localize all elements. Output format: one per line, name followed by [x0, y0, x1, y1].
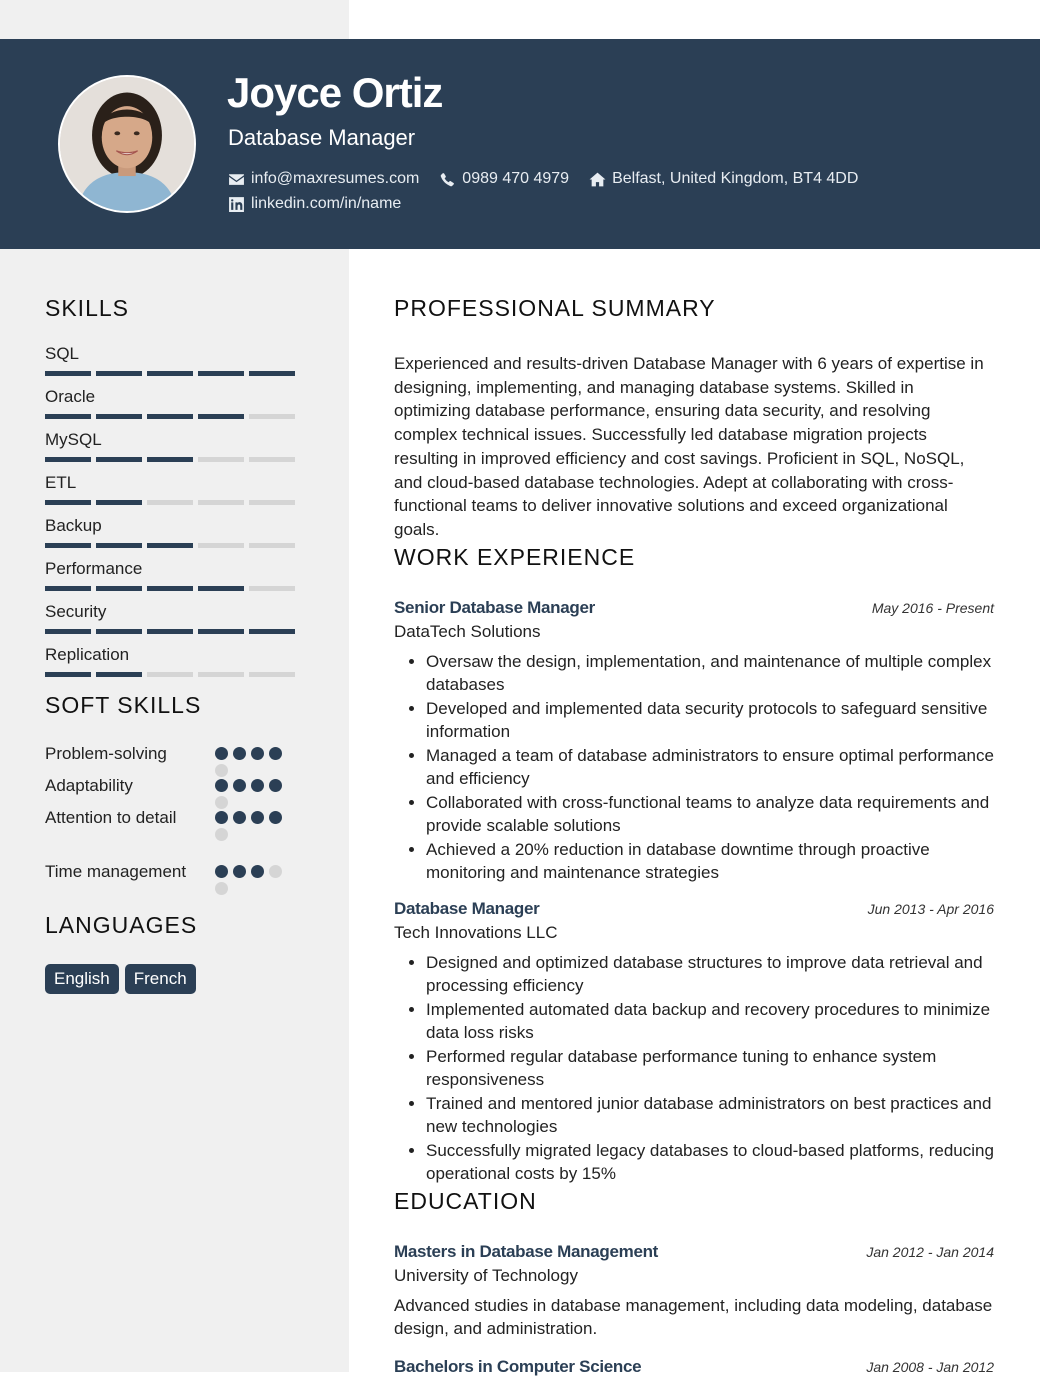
skill-level-segment	[249, 672, 295, 677]
soft-skill-label: Adaptability	[45, 776, 133, 795]
skill-level-segment	[198, 629, 244, 634]
rating-dot	[251, 747, 264, 760]
job-date: Jun 2013 - Apr 2016	[867, 900, 994, 917]
skill-level-segment	[249, 500, 295, 505]
rating-dot	[215, 882, 228, 895]
skill-level-segment	[45, 586, 91, 591]
skill-item	[45, 386, 305, 429]
education-description: Advanced studies in database management, including data modeling, database design, and administration.	[394, 1295, 993, 1339]
job-entry	[394, 899, 994, 1186]
skill-level-segment	[147, 672, 193, 677]
rating-dot	[251, 779, 264, 792]
soft-skill-item	[45, 742, 305, 774]
soft-skill-label: Time management	[45, 862, 187, 881]
skill-level-segment	[198, 371, 244, 376]
skill-level-segment	[45, 543, 91, 548]
rating-dot	[233, 779, 246, 792]
education-heading: EDUCATION	[394, 1187, 537, 1214]
skill-level-segment	[45, 414, 91, 419]
skill-item	[45, 343, 305, 386]
job-bullet: • Trained and mentored junior database administrators on best practices and new technologies	[426, 1092, 994, 1139]
experience-heading: WORK EXPERIENCE	[394, 543, 636, 570]
skill-item	[45, 601, 305, 644]
summary-text: Experienced and results-driven Database Manager with 6 years of expertise in designing, implementing, and managing database systems. Skilled in optimizing database performance, ensuring data security, and resolving complex technical issues. Successfully led database migration projects resulting in improved efficiency and cost savings. Proficient in SQL, NoSQL, and cloud-based database technologies. Adept at collaborating with cross-functional teams to deliver innovative solutions and exceed organizational goals.	[394, 354, 984, 539]
email-text: info@maxresumes.com	[251, 170, 420, 187]
language-badge: English	[45, 964, 119, 994]
soft-skills-heading: SOFT SKILLS	[45, 692, 202, 718]
skill-level-segment	[45, 457, 91, 462]
skill-level-segment	[45, 672, 91, 677]
rating-dot	[233, 865, 246, 878]
education-school: University of Technology	[394, 1265, 578, 1285]
languages-heading: LANGUAGES	[45, 912, 198, 938]
job-bullet: • Oversaw the design, implementation, and maintenance of multiple complex databases	[426, 650, 994, 697]
skill-item	[45, 515, 305, 558]
job-bullet: • Managed a team of database administrators to ensure optimal performance and efficiency	[426, 744, 994, 791]
skill-level-bar	[45, 672, 305, 677]
soft-skill-item	[45, 774, 305, 806]
skill-label: ETL	[45, 473, 77, 492]
linkedin-text: linkedin.com/in/name	[251, 195, 402, 212]
skill-level-segment	[249, 457, 295, 462]
candidate-title: Database Manager	[228, 125, 416, 150]
skill-level-segment	[45, 500, 91, 505]
contact-linkedin[interactable]	[228, 195, 401, 213]
skill-label: Oracle	[45, 387, 96, 406]
education-entry	[394, 1242, 994, 1341]
skill-label: Backup	[45, 516, 102, 535]
skill-level-segment	[147, 457, 193, 462]
job-bullet: • Designed and optimized database structures to improve data retrieval and processing efficiency	[426, 951, 994, 998]
soft-skill-item	[45, 806, 305, 860]
address-text: Belfast, United Kingdom, BT4 4DD	[612, 170, 859, 187]
skill-level-segment	[45, 371, 91, 376]
soft-skill-rating	[215, 865, 290, 895]
skill-level-segment	[96, 672, 142, 677]
job-bullet: • Implemented automated data backup and recovery procedures to minimize data loss risks	[426, 998, 994, 1045]
skills-list	[45, 343, 305, 687]
skill-level-bar	[45, 586, 305, 591]
profile-photo	[60, 77, 194, 211]
job-company: DataTech Solutions	[394, 621, 541, 641]
phone-text: 0989 470 4979	[462, 170, 570, 187]
skill-label: Security	[45, 602, 107, 621]
skill-level-segment	[198, 457, 244, 462]
rating-dot	[215, 865, 228, 878]
education-date: Jan 2008 - Jan 2012	[866, 1359, 994, 1376]
job-date: May 2016 - Present	[871, 599, 994, 616]
rating-dot	[269, 747, 282, 760]
rating-dot	[215, 779, 228, 792]
education-header	[394, 1242, 994, 1262]
skill-label: MySQL	[45, 430, 102, 449]
skill-item	[45, 558, 305, 601]
skill-level-segment	[147, 586, 193, 591]
contact-email[interactable]	[228, 170, 419, 188]
soft-skill-item	[45, 860, 305, 914]
job-title: Senior Database Manager	[394, 597, 595, 617]
linkedin-icon	[228, 196, 245, 213]
rating-dot	[269, 779, 282, 792]
skill-level-bar	[45, 543, 305, 548]
skill-level-segment	[147, 629, 193, 634]
skill-level-segment	[147, 414, 193, 419]
job-title: Database Manager	[394, 898, 540, 918]
skill-level-bar	[45, 457, 305, 462]
languages-section	[45, 910, 197, 994]
skill-item	[45, 429, 305, 472]
job-header	[394, 899, 994, 919]
soft-skill-rating	[215, 747, 290, 777]
job-bullet: • Collaborated with cross-functional teams to analyze data requirements and provide scalable solutions	[426, 791, 994, 838]
soft-skill-rating	[215, 779, 290, 809]
avatar	[58, 75, 196, 213]
soft-skills-section	[45, 690, 305, 914]
contact-phone[interactable]	[439, 170, 569, 188]
soft-skill-label: Problem-solving	[45, 744, 167, 763]
skill-level-segment	[96, 457, 142, 462]
skill-level-segment	[96, 414, 142, 419]
skill-label: SQL	[45, 344, 80, 363]
skill-label: Replication	[45, 645, 130, 664]
main-content	[394, 293, 994, 1393]
soft-skills-list	[45, 742, 305, 914]
skills-heading: SKILLS	[45, 295, 129, 321]
experience-list	[394, 598, 994, 1186]
skill-level-segment	[96, 371, 142, 376]
skill-level-segment	[147, 543, 193, 548]
rating-dot	[233, 811, 246, 824]
skill-level-segment	[198, 586, 244, 591]
education-degree: Bachelors in Computer Science	[394, 1357, 642, 1377]
job-bullets	[394, 650, 994, 885]
contact-address	[589, 170, 858, 188]
phone-icon	[439, 171, 456, 188]
rating-dot	[251, 811, 264, 824]
education-entry	[394, 1357, 994, 1377]
education-degree: Masters in Database Management	[394, 1241, 659, 1261]
rating-dot	[251, 865, 264, 878]
envelope-icon	[228, 171, 245, 188]
rating-dot	[269, 811, 282, 824]
skill-item	[45, 472, 305, 515]
skill-level-segment	[249, 586, 295, 591]
education-header	[394, 1357, 994, 1377]
skill-level-segment	[198, 543, 244, 548]
skill-level-bar	[45, 629, 305, 634]
skill-level-segment	[249, 371, 295, 376]
contact-info	[228, 167, 878, 217]
skill-level-segment	[45, 629, 91, 634]
rating-dot	[269, 865, 282, 878]
skill-level-segment	[198, 672, 244, 677]
skill-level-segment	[249, 629, 295, 634]
skill-level-segment	[96, 586, 142, 591]
job-bullet: • Performed regular database performance tuning to enhance system responsiveness	[426, 1045, 994, 1092]
skill-level-segment	[249, 543, 295, 548]
job-bullets	[394, 951, 994, 1186]
language-badge: French	[125, 964, 196, 994]
job-bullet: • Successfully migrated legacy databases to cloud-based platforms, reducing operational costs by 15%	[426, 1139, 994, 1186]
skill-level-bar	[45, 414, 305, 419]
rating-dot	[215, 811, 228, 824]
skill-level-segment	[96, 629, 142, 634]
rating-dot	[233, 747, 246, 760]
resume-header	[0, 39, 1040, 249]
skill-item	[45, 644, 305, 687]
skill-level-bar	[45, 371, 305, 376]
skill-level-bar	[45, 500, 305, 505]
skills-section	[45, 293, 305, 687]
job-header	[394, 598, 994, 618]
job-company: Tech Innovations LLC	[394, 922, 558, 942]
rating-dot	[215, 828, 228, 841]
job-bullet: • Developed and implemented data security protocols to safeguard sensitive information	[426, 697, 994, 744]
soft-skill-rating	[215, 811, 290, 841]
languages-list	[45, 964, 197, 994]
soft-skill-label: Attention to detail	[45, 808, 177, 827]
education-list	[394, 1242, 994, 1377]
skill-label: Performance	[45, 559, 143, 578]
job-entry	[394, 598, 994, 885]
rating-dot	[215, 747, 228, 760]
skill-level-segment	[147, 500, 193, 505]
education-date: Jan 2012 - Jan 2014	[866, 1243, 994, 1260]
skill-level-segment	[198, 414, 244, 419]
skill-level-segment	[96, 543, 142, 548]
summary-heading: PROFESSIONAL SUMMARY	[394, 295, 716, 321]
job-bullet: • Achieved a 20% reduction in database downtime through proactive monitoring and maintenance strategies	[426, 838, 994, 885]
skill-level-segment	[96, 500, 142, 505]
skill-level-segment	[198, 500, 244, 505]
skill-level-segment	[147, 371, 193, 376]
skill-level-segment	[249, 414, 295, 419]
candidate-name: Joyce Ortiz	[227, 69, 443, 116]
home-icon	[589, 171, 606, 188]
